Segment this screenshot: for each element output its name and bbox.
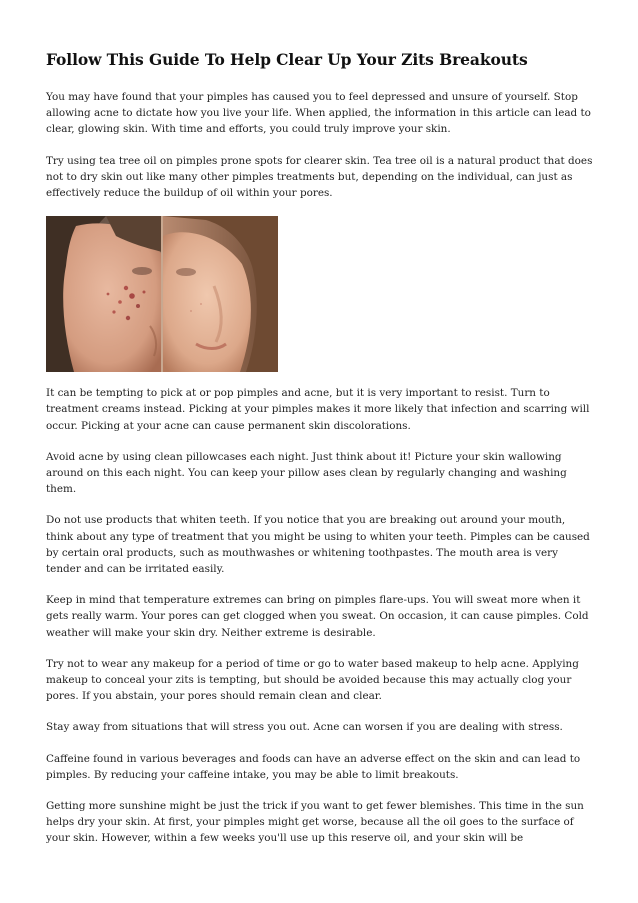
paragraph-pillowcases: Avoid acne by using clean pillowcases each night. Just think about it! Picture your skin wallowing around on this each night. You can keep your pillow ases clean by regularly changing and washing them.	[46, 450, 567, 496]
document-page	[46, 50, 594, 862]
paragraph-tea-tree: Try using tea tree oil on pimples prone spots for clearer skin. Tea tree oil is a natural product that does not to dry skin out like many other pimples treatments but, depending on the individual, can just as effectively reduce the buildup of oil within your pores.	[46, 154, 593, 200]
paragraph-temperature: Keep in mind that temperature extremes can bring on pimples flare-ups. You will sweat more when it gets really warm. Your pores can get clogged when you sweat. On occasion, it can cause pimples. Cold weather will make your skin dry. Neither extreme is desirable.	[46, 594, 589, 639]
paragraph-caffeine: Caffeine found in various beverages and foods can have an adverse effect on the skin and can lead to pimples. By reducing your caffeine intake, you may be able to limit breakouts.	[46, 752, 581, 781]
paragraph-picking: It can be tempting to pick at or pop pimples and acne, but it is very important to resist. Turn to treatment creams instead. Picking at your pimples makes it more likely that infection and scarring will occur. Picking at your acne can cause permanent skin discolorations.	[46, 387, 590, 432]
paragraph-teeth-whitening: Do not use products that whiten teeth. If you notice that you are breaking out around your mouth, think about any type of treatment that you might be using to whiten your teeth. Pimples can be caused by certain oral products, such as mouthwashes or whitening toothpastes. The mouth area is very tender and can be irritated easily.	[46, 514, 590, 576]
before-after-acne-face-photo-icon	[46, 216, 278, 372]
paragraph-sunshine: Getting more sunshine might be just the trick if you want to get fewer blemishes. This time in the sun helps dry your skin. At first, your pimples might get worse, because all the oil goes to the surface of your skin. However, within a few weeks you'll use up this reserve oil, and your skin will be	[46, 800, 584, 845]
paragraph-stress: Stay away from situations that will stress you out. Acne can worsen if you are dealing with stress.	[46, 721, 563, 734]
before-after-photo	[46, 216, 278, 372]
article-title: Follow This Guide To Help Clear Up Your Zits Breakouts	[46, 50, 528, 69]
paragraph-intro: You may have found that your pimples has caused you to feel depressed and unsure of yourself. Stop allowing acne to dictate how you live your life. When applied, the information in this article can lead to clear, glowing skin. With time and efforts, you could truly improve your skin.	[46, 91, 591, 136]
paragraph-makeup: Try not to wear any makeup for a period of time or go to water based makeup to help acne. Applying makeup to conceal your zits is tempting, but should be avoided because this may actually clog your pores. If you abstain, your pores should remain clean and clear.	[46, 657, 579, 703]
